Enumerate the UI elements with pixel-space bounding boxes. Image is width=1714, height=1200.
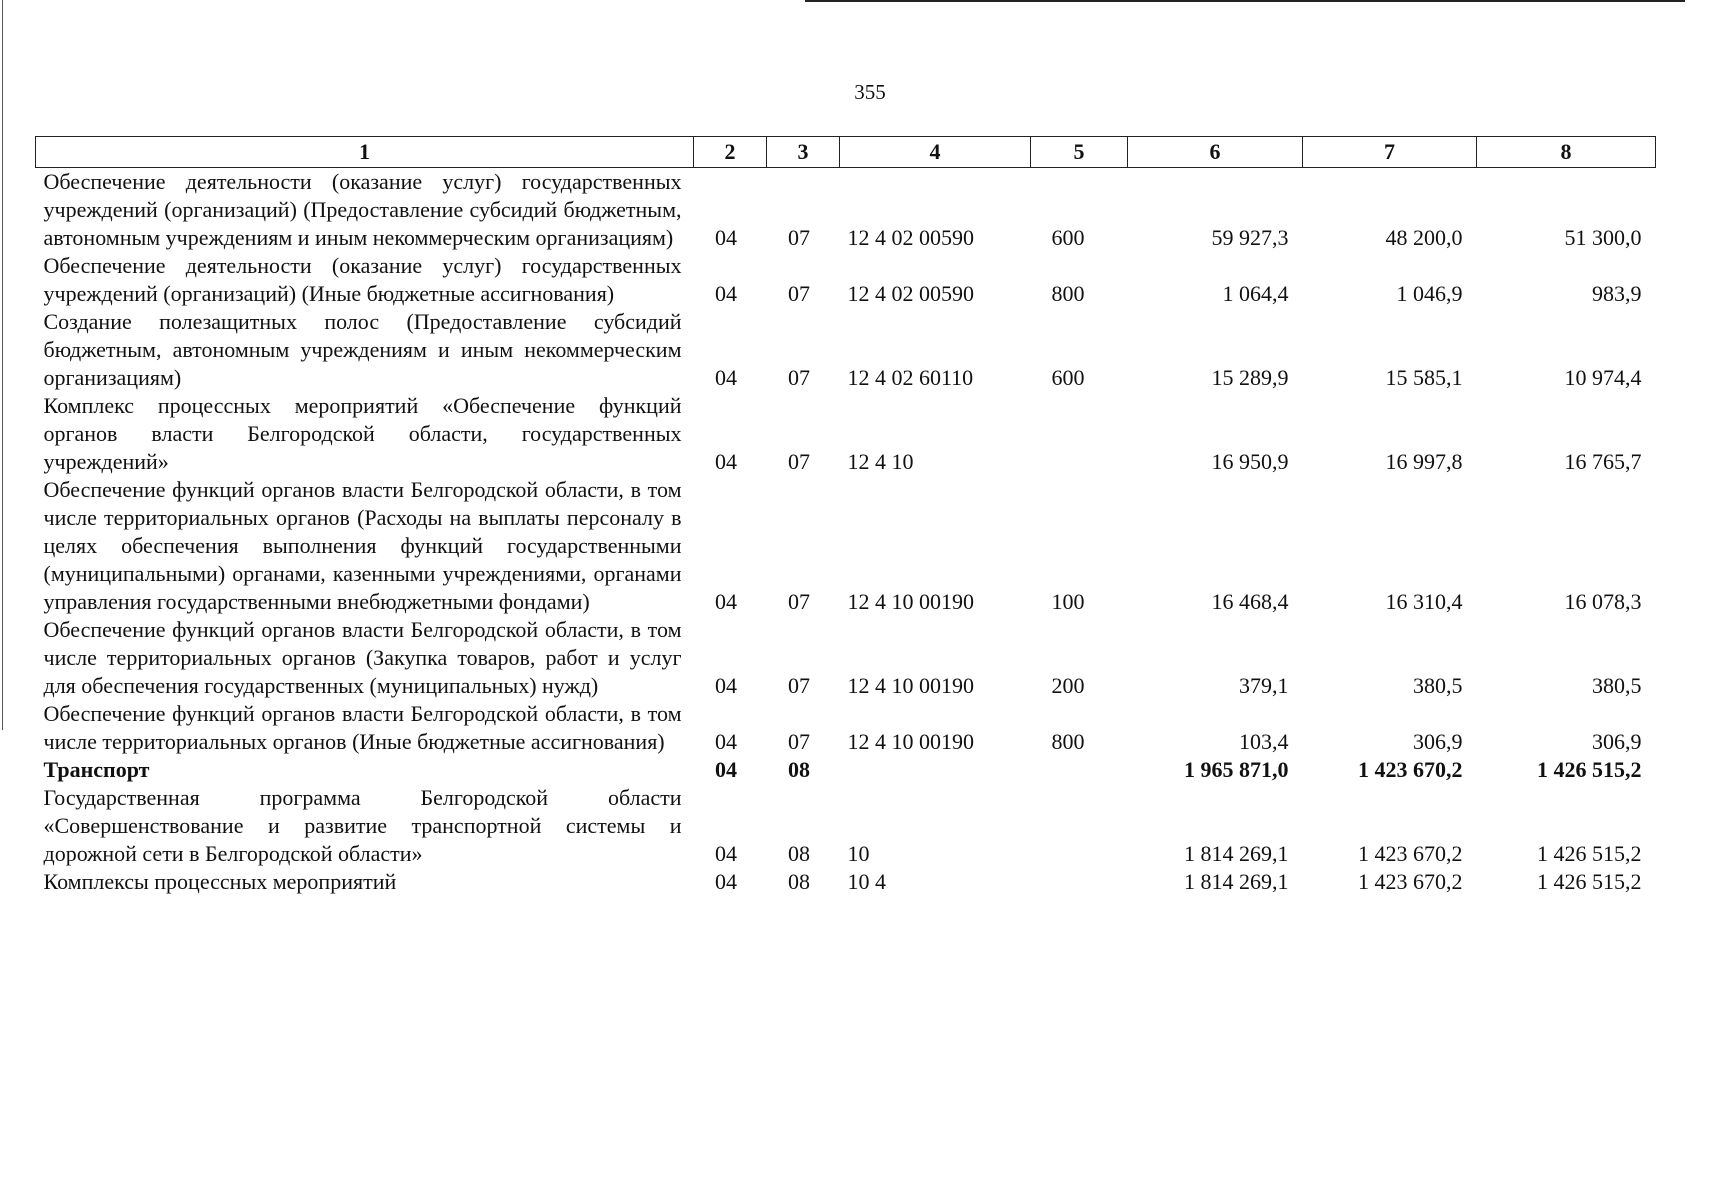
row-value-8: 983,9 [1592, 281, 1642, 306]
row-description: Обеспечение деятельности (оказание услуг) государственных учреждений (организаций) (Иные бюджетные ассигнования) [43, 253, 682, 306]
row-subsection: 07 [788, 449, 810, 474]
row-section: 04 [715, 589, 737, 614]
row-subsection: 07 [788, 225, 810, 250]
row-description: Транспорт [43, 757, 150, 782]
row-subsection: 07 [788, 589, 810, 614]
column-header-7: 7 [1303, 137, 1477, 168]
table-row [36, 308, 1656, 392]
budget-table-container [35, 136, 1655, 896]
row-section: 04 [715, 841, 737, 866]
table-row [36, 168, 1656, 253]
row-subsection: 07 [788, 673, 810, 698]
row-expense-type [1031, 392, 1128, 476]
table-row [36, 476, 1656, 616]
table-row [36, 784, 1656, 868]
row-subsection: 07 [788, 729, 810, 754]
row-value-7: 48 200,0 [1385, 225, 1463, 250]
row-subsection: 08 [788, 841, 810, 866]
column-header-5: 5 [1031, 137, 1128, 168]
row-description: Комплекс процессных мероприятий «Обеспечение функций органов власти Белгородской области, государственных учреждений» [43, 393, 682, 474]
row-section: 04 [715, 729, 737, 754]
row-value-7: 16 310,4 [1385, 589, 1463, 614]
row-value-8: 306,9 [1592, 729, 1642, 754]
row-value-6: 103,4 [1239, 729, 1289, 754]
row-expense-type: 600 [1051, 225, 1085, 250]
row-description: Государственная программа Белгородской области «Совершенствование и развитие транспортной системы и дорожной сети в Белгородской области» [43, 785, 682, 866]
column-header-2: 2 [694, 137, 767, 168]
row-expense-type: 100 [1051, 589, 1085, 614]
row-section: 04 [715, 449, 737, 474]
row-target-code: 12 4 02 00590 [847, 281, 974, 306]
row-value-8: 10 974,4 [1564, 365, 1642, 390]
table-row [36, 252, 1656, 308]
column-header-6: 6 [1128, 137, 1303, 168]
row-target-code: 12 4 10 00190 [847, 673, 974, 698]
column-header-3: 3 [767, 137, 840, 168]
row-value-8: 1 426 515,2 [1537, 869, 1642, 894]
row-value-6: 59 927,3 [1211, 225, 1289, 250]
row-target-code: 10 4 [847, 869, 886, 894]
row-target-code: 12 4 10 00190 [847, 729, 974, 754]
column-header-4: 4 [840, 137, 1031, 168]
row-subsection: 08 [788, 757, 810, 782]
row-description: Обеспечение функций органов власти Белгородской области, в том числе территориальных органов (Закупка товаров, работ и услуг для обеспечения государственных (муниципальных) нужд) [43, 617, 682, 698]
row-value-6: 16 950,9 [1211, 449, 1289, 474]
column-header-8: 8 [1477, 137, 1656, 168]
row-description: Создание полезащитных полос (Предоставление субсидий бюджетным, автономным учреждениям и иным некоммерческим организациям) [43, 309, 682, 390]
row-value-6: 379,1 [1239, 673, 1289, 698]
top-border-line [805, 0, 1685, 2]
page-number: 355 [854, 80, 886, 104]
row-expense-type: 600 [1051, 365, 1085, 390]
row-section: 04 [715, 365, 737, 390]
row-value-6: 15 289,9 [1211, 365, 1289, 390]
row-description: Обеспечение функций органов власти Белгородской области, в том числе территориальных органов (Расходы на выплаты персоналу в целях обеспечения выполнения функций государственными (муниципальными) органами, казенными учреждениями, органами управления государственными внебюджетными фондами) [43, 477, 682, 614]
table-row [36, 392, 1656, 476]
row-value-8: 380,5 [1592, 673, 1642, 698]
row-subsection: 08 [788, 869, 810, 894]
row-value-8: 16 078,3 [1564, 589, 1642, 614]
row-value-6: 1 965 871,0 [1184, 757, 1289, 782]
row-expense-type: 800 [1051, 281, 1085, 306]
table-header-row [36, 137, 1656, 168]
row-value-7: 16 997,8 [1385, 449, 1463, 474]
row-value-8: 1 426 515,2 [1537, 841, 1642, 866]
row-expense-type [1031, 868, 1128, 896]
row-expense-type: 800 [1051, 729, 1085, 754]
row-target-code: 12 4 10 00190 [847, 589, 974, 614]
table-row [36, 616, 1656, 700]
row-value-7: 1 423 670,2 [1358, 841, 1463, 866]
row-value-7: 1 046,9 [1396, 281, 1463, 306]
row-value-6: 16 468,4 [1211, 589, 1289, 614]
row-value-8: 51 300,0 [1564, 225, 1642, 250]
table-row [36, 700, 1656, 756]
row-section: 04 [715, 673, 737, 698]
row-section: 04 [715, 869, 737, 894]
row-target-code: 10 [847, 841, 870, 866]
row-value-8: 16 765,7 [1564, 449, 1642, 474]
row-description: Комплексы процессных мероприятий [43, 869, 397, 894]
row-subsection: 07 [788, 281, 810, 306]
row-expense-type: 200 [1051, 673, 1085, 698]
row-value-8: 1 426 515,2 [1537, 757, 1642, 782]
row-target-code [840, 756, 1031, 784]
row-expense-type [1031, 756, 1128, 784]
row-target-code: 12 4 02 00590 [847, 225, 974, 250]
row-description: Обеспечение деятельности (оказание услуг) государственных учреждений (организаций) (Предоставление субсидий бюджетным, автономным учреждениям и иным некоммерческим организациям) [43, 169, 682, 250]
column-header-1: 1 [36, 137, 694, 168]
row-value-6: 1 814 269,1 [1184, 841, 1289, 866]
table-body [36, 168, 1656, 897]
row-value-7: 380,5 [1413, 673, 1463, 698]
row-value-7: 1 423 670,2 [1358, 757, 1463, 782]
row-subsection: 07 [788, 365, 810, 390]
row-section: 04 [715, 757, 737, 782]
row-value-6: 1 814 269,1 [1184, 869, 1289, 894]
row-value-7: 15 585,1 [1385, 365, 1463, 390]
table-row [36, 868, 1656, 896]
row-expense-type [1031, 784, 1128, 868]
row-section: 04 [715, 225, 737, 250]
row-value-6: 1 064,4 [1222, 281, 1289, 306]
left-border-line [2, 0, 3, 730]
row-section: 04 [715, 281, 737, 306]
row-value-7: 306,9 [1413, 729, 1463, 754]
row-target-code: 12 4 02 60110 [847, 365, 974, 390]
table-row-transport [36, 756, 1656, 784]
row-value-7: 1 423 670,2 [1358, 869, 1463, 894]
row-target-code: 12 4 10 [847, 449, 914, 474]
budget-table [35, 136, 1656, 896]
row-description: Обеспечение функций органов власти Белгородской области, в том числе территориальных органов (Иные бюджетные ассигнования) [43, 701, 682, 754]
